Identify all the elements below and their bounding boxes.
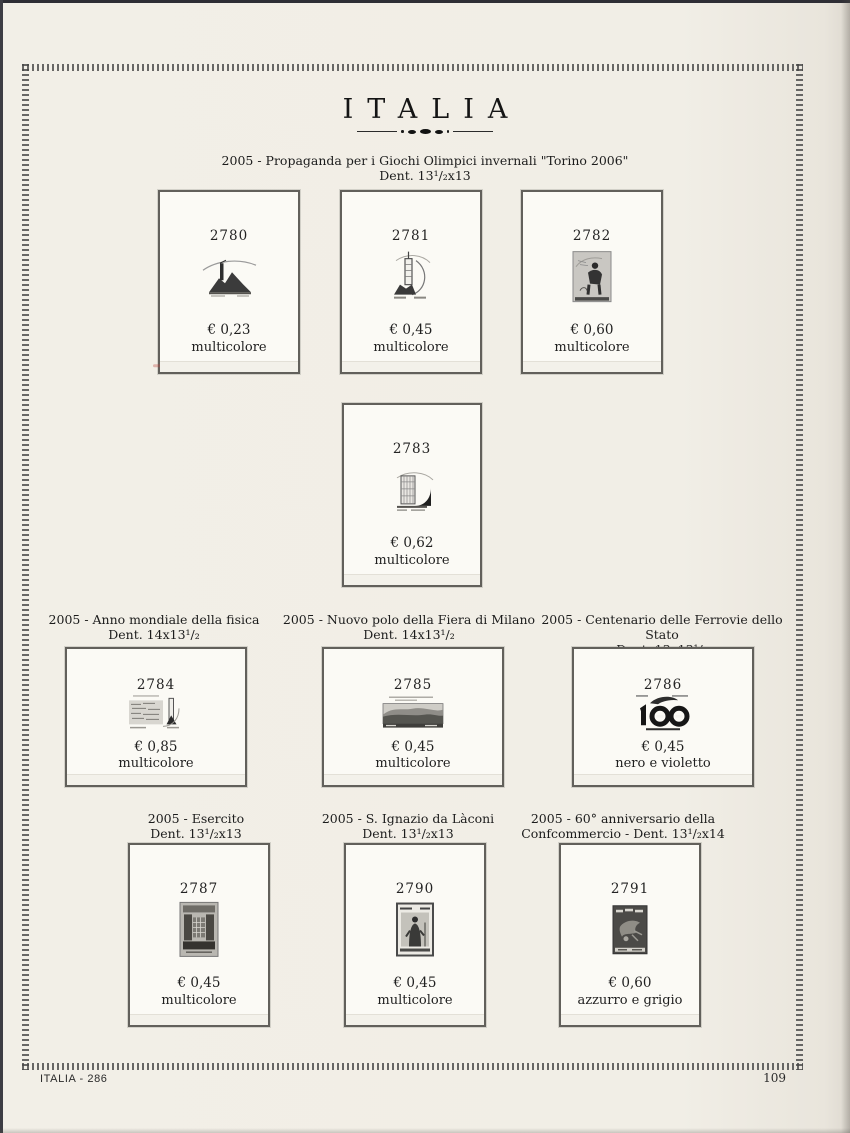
- dark-eagle-stamp-icon: [612, 905, 648, 959]
- railways-100-logo-icon: [632, 691, 694, 737]
- stamp-price: € 0,45: [391, 739, 435, 755]
- section-title: 2005 - Centenario delle Ferrovie dello Stato: [541, 612, 783, 642]
- stamp-box-2781: [340, 190, 482, 374]
- stamp-box-2780: [158, 190, 300, 374]
- stamp-box-2784: [65, 647, 247, 787]
- stamp-price: € 0,45: [177, 975, 221, 991]
- stamp-colors: multicolore: [373, 340, 449, 355]
- scan-edge-bottom: [0, 1128, 850, 1133]
- section-perforation: Confcommercio - Dent. 13¹/₂x14: [521, 826, 725, 841]
- stamp-number: 2780: [209, 228, 249, 244]
- saint-figure-stamp-icon: [396, 903, 434, 961]
- stamp-colors: azzurro e grigio: [577, 993, 683, 1008]
- stamp-box-2785: [322, 647, 504, 787]
- building-arc-sketch-icon: [389, 466, 435, 518]
- stamp-colors: multicolore: [191, 340, 267, 355]
- stamp-colors: nero e violetto: [615, 756, 711, 771]
- mount-strip: [67, 774, 245, 785]
- stamp-colors: multicolore: [377, 993, 453, 1008]
- section-title: 2005 - 60° anniversario della: [530, 811, 716, 826]
- scan-edge-top: [0, 0, 850, 3]
- stamp-colors: multicolore: [161, 993, 237, 1008]
- stamp-colors: multicolore: [374, 553, 450, 568]
- section-title: 2005 - Nuovo polo della Fiera di Milano: [282, 612, 536, 627]
- stamp-number: 2785: [393, 677, 433, 693]
- stamp-price: € 0,45: [389, 322, 433, 338]
- stamp-number: 2781: [391, 228, 431, 244]
- stamp-price: € 0,45: [641, 739, 685, 755]
- stamp-colors: multicolore: [118, 756, 194, 771]
- hatch-border-left: [22, 64, 29, 1070]
- section-perforation: Dent. 13¹/₂x13: [362, 826, 454, 841]
- mount-strip: [523, 361, 661, 372]
- stamp-price: € 0,60: [570, 322, 614, 338]
- fiera-panorama-icon: [381, 695, 445, 735]
- stamp-box-2791: [559, 843, 701, 1027]
- stamp-price: € 0,45: [393, 975, 437, 991]
- stamp-box-2786: [572, 647, 754, 787]
- stamp-price: € 0,23: [207, 322, 251, 338]
- hatch-border-bottom: [22, 1063, 803, 1070]
- snowboarder-stamp-icon: [572, 251, 612, 307]
- mount-strip: [561, 1014, 699, 1025]
- section-title: 2005 - Esercito: [147, 811, 245, 826]
- stamp-box-2790: [344, 843, 486, 1027]
- section-header-fisica: [24, 612, 284, 642]
- stamp-box-2787: [128, 843, 270, 1027]
- mount-strip: [346, 1014, 484, 1025]
- section-header-olympics: [0, 153, 850, 183]
- stamp-number: 2786: [643, 677, 683, 693]
- title-ornament-divider: [0, 129, 850, 134]
- section-title: 2005 - Propaganda per i Giochi Olimpici invernali "Torino 2006": [221, 153, 629, 168]
- army-emblem-stamp-icon: [179, 901, 219, 961]
- section-perforation: Dent. 14x13¹/₂: [108, 627, 200, 642]
- campanile-arc-sketch-icon: [388, 251, 434, 307]
- section-perforation: Dent. 13¹/₂x13: [379, 168, 471, 183]
- section-title: 2005 - Anno mondiale della fisica: [48, 612, 260, 627]
- section-title: 2005 - S. Ignazio da Làconi: [321, 811, 495, 826]
- stamp-number: 2784: [136, 677, 176, 693]
- stamp-price: € 0,60: [608, 975, 652, 991]
- stamp-number: 2783: [392, 441, 432, 457]
- album-series-label: ITALIA - 286: [40, 1073, 108, 1085]
- turin-hill-tower-sketch-icon: [199, 256, 259, 302]
- mount-strip: [574, 774, 752, 785]
- section-perforation: Dent. 13¹/₂x13: [150, 826, 242, 841]
- hatch-border-top: [22, 64, 803, 71]
- stamp-number: 2782: [572, 228, 612, 244]
- mount-strip: [324, 774, 502, 785]
- section-perforation: Dent. 14x13¹/₂: [363, 627, 455, 642]
- stamp-price: € 0,62: [390, 535, 434, 551]
- stamp-colors: multicolore: [375, 756, 451, 771]
- stamp-number: 2790: [395, 881, 435, 897]
- mount-strip: [342, 361, 480, 372]
- stamp-colors: multicolore: [554, 340, 630, 355]
- hatch-border-right: [796, 64, 803, 1070]
- mount-strip: [160, 361, 298, 372]
- section-header-confcommercio: [493, 811, 753, 841]
- stamp-number: 2791: [610, 881, 650, 897]
- mount-strip: [344, 574, 480, 585]
- mount-strip: [130, 1014, 268, 1025]
- stamp-price: € 0,85: [134, 739, 178, 755]
- page-number: 109: [763, 1071, 786, 1085]
- stamp-number: 2787: [179, 881, 219, 897]
- section-header-fiera: [279, 612, 539, 642]
- stamp-box-2782: [521, 190, 663, 374]
- physics-sketch-icon: [127, 692, 185, 736]
- page-title: ITALIA: [342, 94, 522, 125]
- stamp-box-2783: [342, 403, 482, 587]
